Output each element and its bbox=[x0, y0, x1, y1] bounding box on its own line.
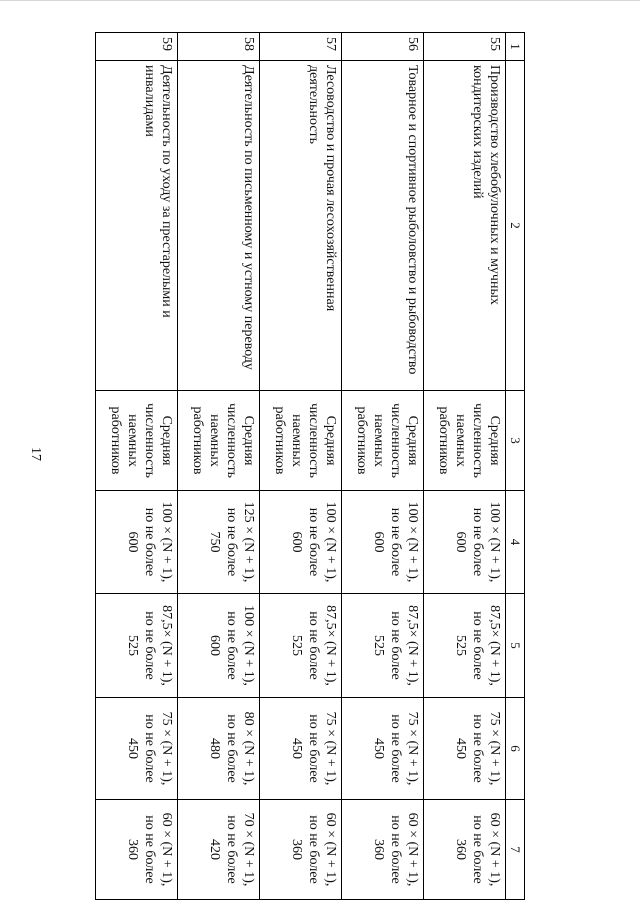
indicator-cell bbox=[342, 391, 424, 491]
rotated-table-wrapper bbox=[95, 32, 525, 899]
rate-cell-col4 bbox=[178, 491, 260, 594]
rate-limit-value: 525 bbox=[288, 635, 304, 656]
rate-formula: 125 × (N + 1), bbox=[241, 501, 256, 583]
indicator-line: наемных bbox=[124, 414, 140, 467]
indicator-line: работников bbox=[435, 406, 451, 475]
rate-limit-value: 525 bbox=[124, 635, 140, 656]
rate-limit-value: 360 bbox=[124, 839, 140, 860]
rate-formula: 100 × (N + 1), bbox=[323, 501, 338, 583]
rate-formula: 75 × (N + 1), bbox=[405, 711, 420, 786]
rate-limit-value: 480 bbox=[206, 738, 222, 759]
rate-limit-value: 450 bbox=[452, 738, 468, 759]
rate-limit-value: 750 bbox=[206, 531, 222, 553]
row-number: 56 bbox=[342, 33, 424, 61]
indicator-cell bbox=[96, 391, 178, 491]
rate-cell-col7 bbox=[178, 800, 260, 900]
activity-name: Деятельность по уходу за престарелыми и инвалидами bbox=[96, 61, 178, 391]
rate-cell-col5 bbox=[96, 594, 178, 698]
activity-name: Производство хлебобулочных и мучных кондитерских изделий bbox=[424, 61, 506, 391]
indicator-line: Средняя bbox=[323, 415, 338, 466]
rate-limit-text: но не более bbox=[387, 815, 403, 884]
rate-limit-value: 600 bbox=[452, 531, 468, 553]
rate-limit-text: но не более bbox=[305, 611, 321, 680]
rate-limit-text: но не более bbox=[223, 611, 239, 680]
rate-limit-value: 360 bbox=[288, 839, 304, 860]
rate-formula: 60 × (N + 1), bbox=[323, 812, 338, 887]
rate-cell-col5 bbox=[260, 594, 342, 698]
rate-limit-text: но не более bbox=[141, 507, 157, 577]
indicator-line: численность bbox=[141, 403, 157, 478]
rate-formula: 87,5× (N + 1), bbox=[405, 605, 420, 686]
rate-formula: 80 × (N + 1), bbox=[241, 711, 256, 786]
rate-cell-col5 bbox=[424, 594, 506, 698]
rate-limit-text: но не более bbox=[469, 714, 485, 783]
indicator-cell bbox=[178, 391, 260, 491]
rate-formula: 60 × (N + 1), bbox=[159, 812, 174, 887]
rate-limit-text: но не более bbox=[469, 815, 485, 884]
rate-limit-value: 450 bbox=[124, 738, 140, 759]
row-number: 55 bbox=[424, 33, 506, 61]
rate-limit-value: 600 bbox=[370, 531, 386, 553]
col-header-5: 5 bbox=[506, 594, 525, 698]
table-row bbox=[424, 33, 506, 900]
rate-cell-col4 bbox=[424, 491, 506, 594]
rate-cell-col7 bbox=[96, 800, 178, 900]
indicator-line: работников bbox=[107, 406, 123, 475]
indicator-cell bbox=[260, 391, 342, 491]
rate-formula: 100 × (N + 1), bbox=[159, 501, 174, 583]
rate-limit-text: но не более bbox=[223, 714, 239, 783]
row-number: 57 bbox=[260, 33, 342, 61]
activity-name: Лесоводство и прочая лесохозяйственная деятельность bbox=[260, 61, 342, 391]
rate-formula: 60 × (N + 1), bbox=[487, 812, 502, 887]
rate-formula: 100 × (N + 1), bbox=[241, 605, 256, 686]
rate-formula: 87,5× (N + 1), bbox=[159, 605, 174, 686]
indicator-line: наемных bbox=[206, 414, 222, 467]
rate-cell-col4 bbox=[96, 491, 178, 594]
col-header-2: 2 bbox=[506, 61, 525, 391]
rate-limit-value: 450 bbox=[288, 738, 304, 759]
rate-cell-col4 bbox=[342, 491, 424, 594]
col-header-4: 4 bbox=[506, 491, 525, 594]
rate-cell-col7 bbox=[260, 800, 342, 900]
indicator-line: наемных bbox=[288, 414, 304, 467]
rate-limit-text: но не более bbox=[141, 815, 157, 884]
rate-limit-text: но не более bbox=[387, 714, 403, 783]
rate-limit-value: 420 bbox=[206, 839, 222, 860]
row-number: 58 bbox=[178, 33, 260, 61]
rate-formula: 87,5× (N + 1), bbox=[323, 605, 338, 686]
rate-limit-value: 525 bbox=[370, 635, 386, 656]
rate-cell-col6 bbox=[178, 698, 260, 800]
rate-limit-text: но не более bbox=[387, 507, 403, 577]
rate-limit-value: 525 bbox=[452, 635, 468, 656]
indicator-line: Средняя bbox=[405, 415, 420, 466]
rate-formula: 100 × (N + 1), bbox=[487, 501, 502, 583]
table-row bbox=[96, 33, 178, 900]
page-number: 17 bbox=[28, 447, 43, 461]
indicator-line: Средняя bbox=[159, 415, 174, 466]
rate-formula: 75 × (N + 1), bbox=[323, 711, 338, 786]
indicator-line: работников bbox=[189, 406, 205, 475]
row-number: 59 bbox=[96, 33, 178, 61]
rate-limit-text: но не более bbox=[305, 815, 321, 884]
rate-cell-col7 bbox=[342, 800, 424, 900]
indicator-line: численность bbox=[387, 403, 403, 478]
rate-limit-text: но не более bbox=[305, 507, 321, 577]
rate-limit-text: но не более bbox=[223, 815, 239, 884]
rate-limit-value: 450 bbox=[370, 738, 386, 759]
indicator-line: численность bbox=[305, 403, 321, 478]
rate-limit-value: 360 bbox=[370, 839, 386, 860]
rate-formula: 87,5× (N + 1), bbox=[487, 605, 502, 686]
rate-limit-text: но не более bbox=[223, 507, 239, 577]
col-header-1: 1 bbox=[506, 33, 525, 61]
rate-limit-text: но не более bbox=[141, 611, 157, 680]
rate-limit-text: но не более bbox=[387, 611, 403, 680]
indicator-line: наемных bbox=[452, 414, 468, 467]
header-row bbox=[506, 33, 525, 900]
rate-cell-col5 bbox=[342, 594, 424, 698]
indicator-line: Средняя bbox=[241, 415, 256, 466]
rate-limit-text: но не более bbox=[141, 714, 157, 783]
rate-cell-col6 bbox=[96, 698, 178, 800]
rate-limit-text: но не более bbox=[305, 714, 321, 783]
rate-cell-col6 bbox=[424, 698, 506, 800]
col-header-7: 7 bbox=[506, 800, 525, 900]
rate-formula: 75 × (N + 1), bbox=[487, 711, 502, 786]
rate-cell-col7 bbox=[424, 800, 506, 900]
rate-cell-col6 bbox=[260, 698, 342, 800]
indicator-line: работников bbox=[353, 406, 369, 475]
table-row bbox=[342, 33, 424, 900]
rate-limit-text: но не более bbox=[469, 507, 485, 577]
rate-limit-text: но не более bbox=[469, 611, 485, 680]
rate-formula: 100 × (N + 1), bbox=[405, 501, 420, 583]
indicator-line: Средняя bbox=[487, 415, 502, 466]
rate-limit-value: 600 bbox=[124, 531, 140, 553]
rate-cell-col4 bbox=[260, 491, 342, 594]
rate-cell-col5 bbox=[178, 594, 260, 698]
table-row bbox=[178, 33, 260, 900]
table-row bbox=[260, 33, 342, 900]
rate-formula: 75 × (N + 1), bbox=[159, 711, 174, 786]
indicator-line: численность bbox=[469, 403, 485, 478]
rate-limit-value: 360 bbox=[452, 839, 468, 860]
rate-limit-value: 600 bbox=[288, 531, 304, 553]
rate-formula: 60 × (N + 1), bbox=[405, 812, 420, 887]
indicator-line: работников bbox=[271, 406, 287, 475]
tariff-table bbox=[95, 32, 525, 900]
activity-name: Товарное и спортивное рыболовство и рыбоводство bbox=[342, 61, 424, 391]
indicator-line: наемных bbox=[370, 414, 386, 467]
col-header-6: 6 bbox=[506, 698, 525, 800]
indicator-line: численность bbox=[223, 403, 239, 478]
indicator-cell bbox=[424, 391, 506, 491]
rate-cell-col6 bbox=[342, 698, 424, 800]
col-header-3: 3 bbox=[506, 391, 525, 491]
activity-name: Деятельность по письменному и устному переводу bbox=[178, 61, 260, 391]
top-rule bbox=[0, 0, 640, 1]
rate-limit-value: 600 bbox=[206, 635, 222, 656]
rate-formula: 70 × (N + 1), bbox=[241, 812, 256, 887]
